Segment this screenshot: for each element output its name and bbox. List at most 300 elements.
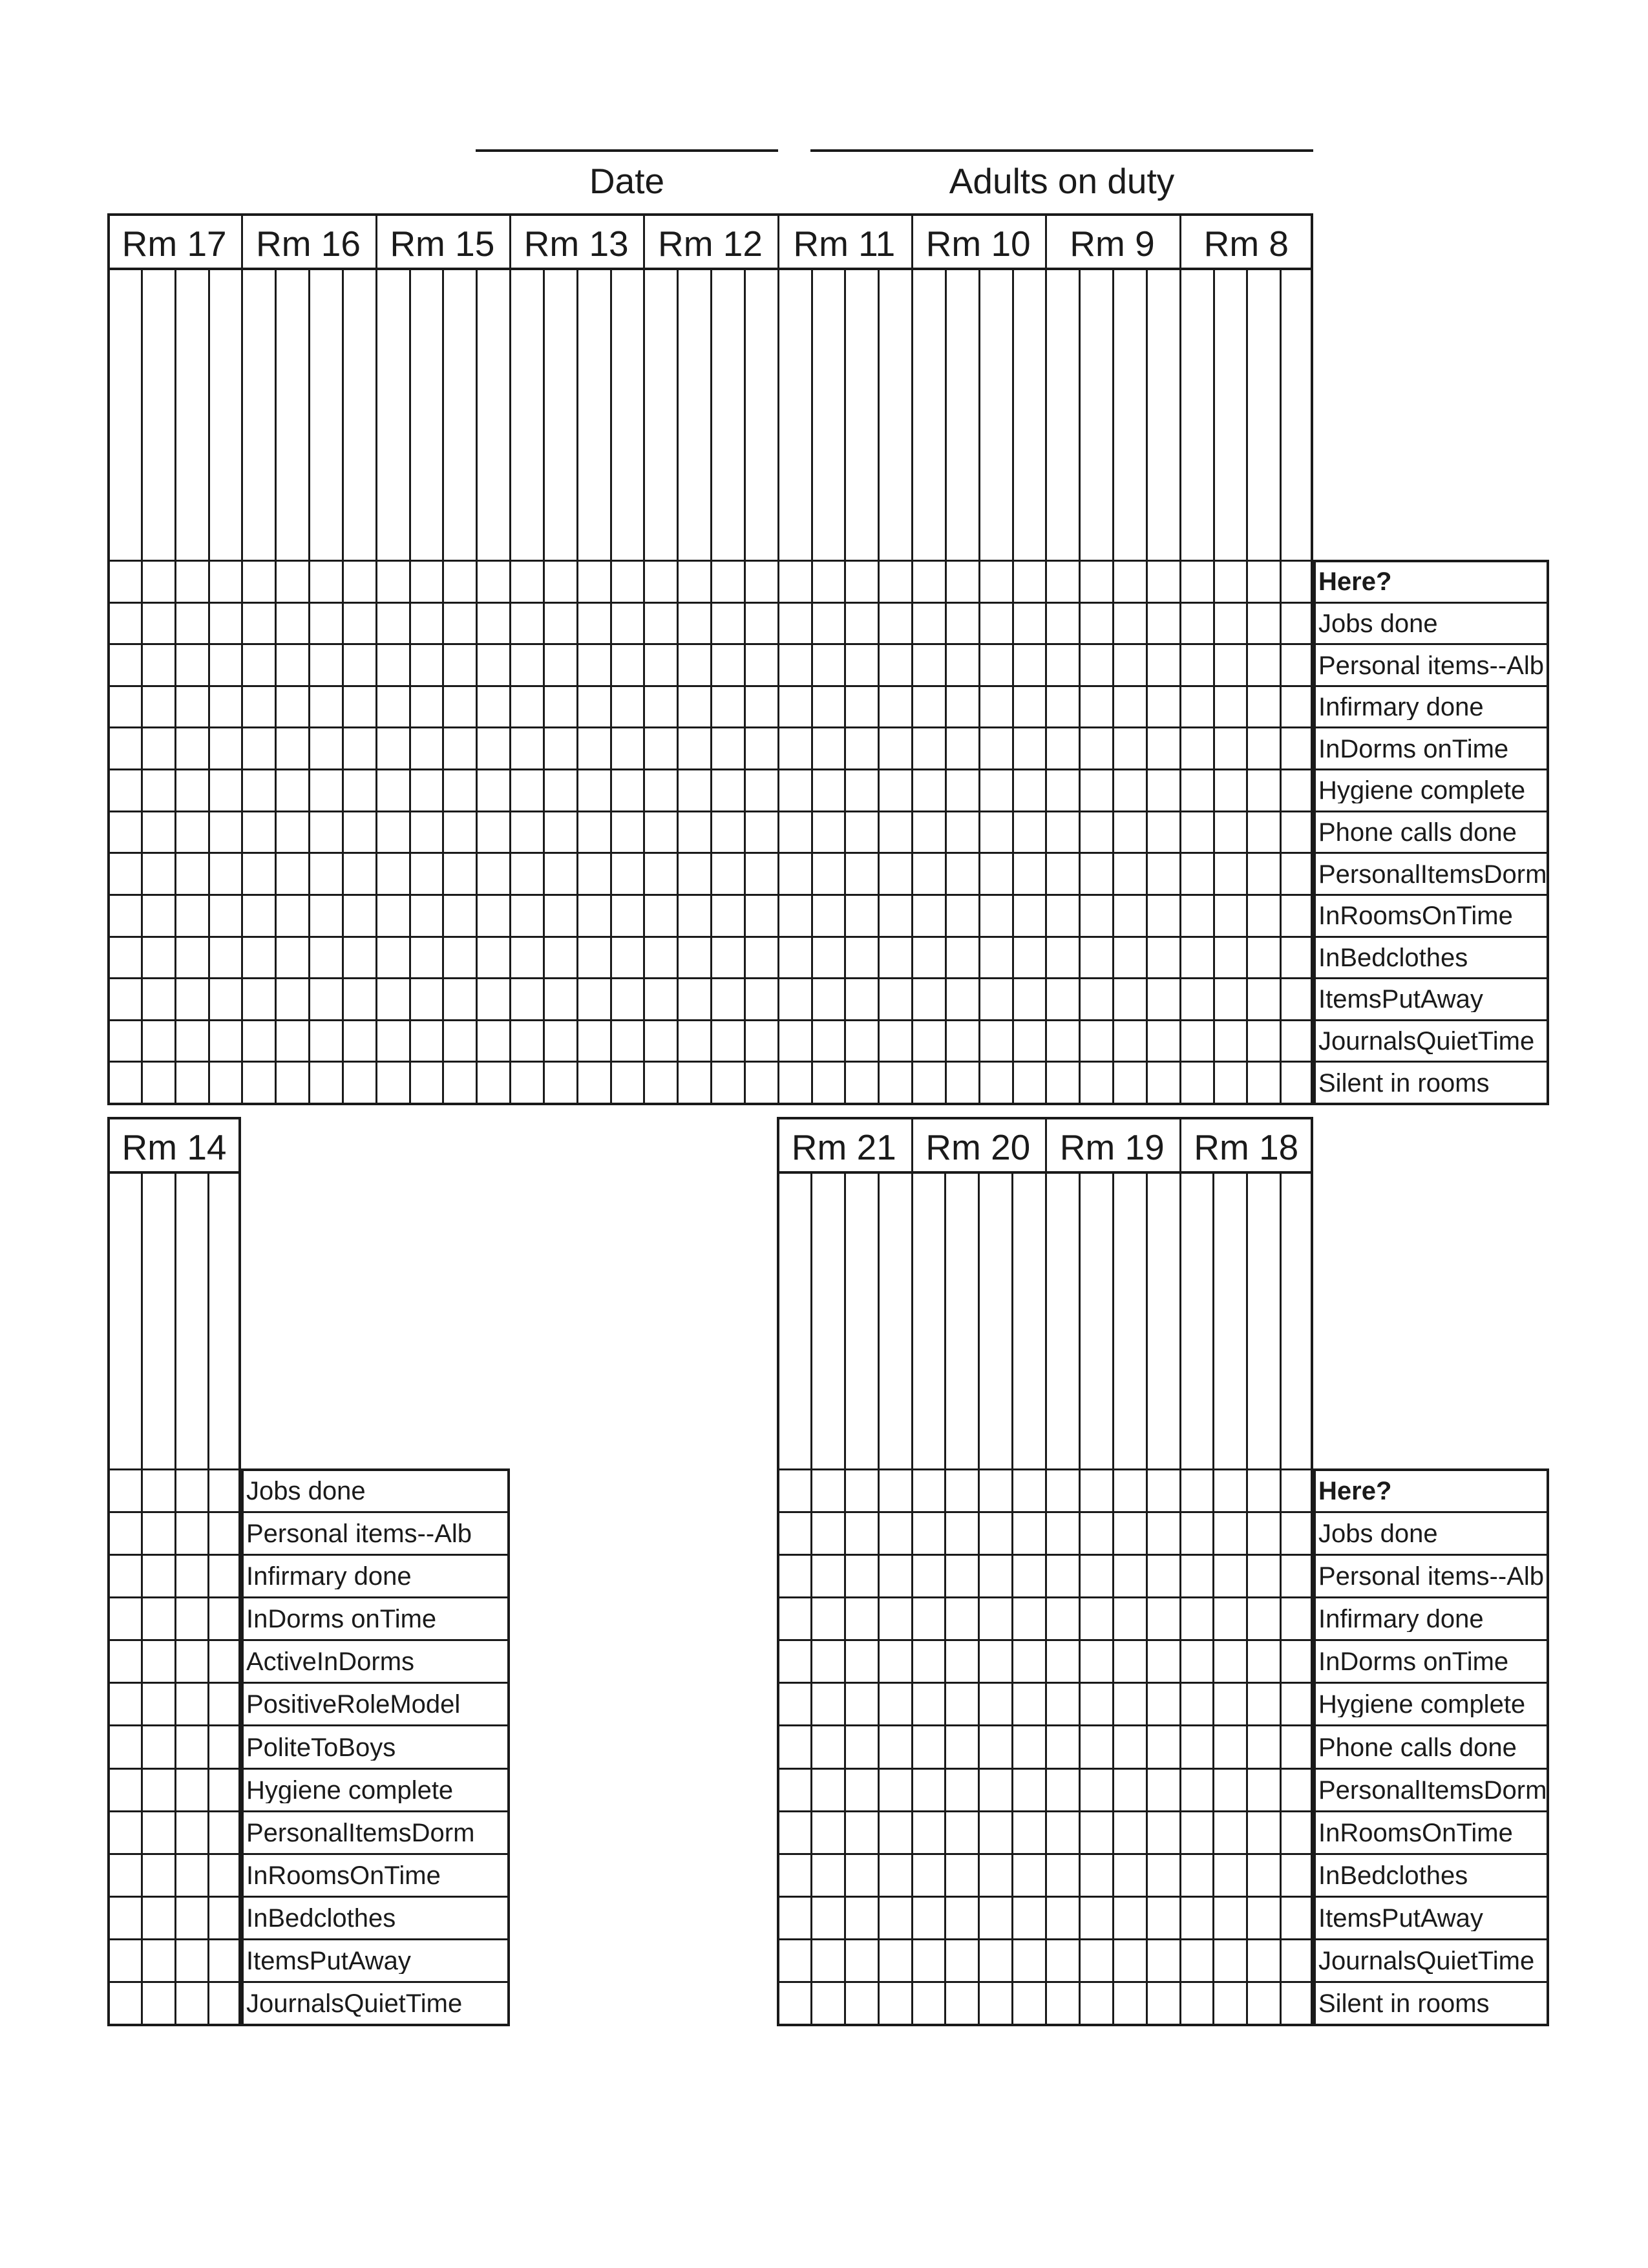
checkbox-cell[interactable] <box>1013 812 1044 851</box>
checkbox-cell[interactable] <box>913 937 944 977</box>
checkbox-cell[interactable] <box>176 1982 207 2022</box>
checkbox-cell[interactable] <box>812 644 843 684</box>
checkbox-cell[interactable] <box>879 895 910 935</box>
checkbox-cell[interactable] <box>142 1812 173 1852</box>
checkbox-cell[interactable] <box>176 979 207 1018</box>
checkbox-cell[interactable] <box>778 1683 809 1723</box>
checkbox-cell[interactable] <box>1080 1726 1111 1766</box>
checkbox-cell[interactable] <box>377 561 408 600</box>
checkbox-cell[interactable] <box>1013 1062 1044 1101</box>
checkbox-cell[interactable] <box>1214 812 1245 851</box>
checkbox-cell[interactable] <box>879 1683 910 1723</box>
checkbox-cell[interactable] <box>1013 603 1044 642</box>
checkbox-cell[interactable] <box>1247 1062 1278 1101</box>
checkbox-cell[interactable] <box>913 1021 944 1060</box>
checkbox-cell[interactable] <box>945 1940 977 1980</box>
checkbox-cell[interactable] <box>176 1512 207 1553</box>
checkbox-cell[interactable] <box>946 603 977 642</box>
checkbox-cell[interactable] <box>343 1062 374 1101</box>
checkbox-cell[interactable] <box>109 1470 140 1510</box>
checkbox-cell[interactable] <box>109 937 140 977</box>
checkbox-cell[interactable] <box>377 1021 408 1060</box>
checkbox-cell[interactable] <box>109 603 140 642</box>
checkbox-cell[interactable] <box>1147 1512 1178 1553</box>
checkbox-cell[interactable] <box>980 812 1011 851</box>
checkbox-cell[interactable] <box>1147 728 1178 767</box>
checkbox-cell[interactable] <box>945 1598 977 1638</box>
checkbox-cell[interactable] <box>1281 1940 1312 1980</box>
checkbox-cell[interactable] <box>242 979 273 1018</box>
checkbox-cell[interactable] <box>812 1512 843 1553</box>
checkbox-cell[interactable] <box>176 644 207 684</box>
checkbox-cell[interactable] <box>1114 686 1145 726</box>
checkbox-cell[interactable] <box>845 1683 876 1723</box>
checkbox-cell[interactable] <box>1080 1683 1111 1723</box>
checkbox-cell[interactable] <box>712 895 743 935</box>
checkbox-cell[interactable] <box>109 1854 140 1894</box>
checkbox-cell[interactable] <box>779 561 810 600</box>
checkbox-cell[interactable] <box>778 1555 809 1595</box>
checkbox-cell[interactable] <box>913 1982 944 2022</box>
checkbox-cell[interactable] <box>779 728 810 767</box>
checkbox-cell[interactable] <box>979 1897 1010 1937</box>
checkbox-cell[interactable] <box>1114 644 1145 684</box>
checkbox-cell[interactable] <box>778 1640 809 1680</box>
checkbox-cell[interactable] <box>913 603 944 642</box>
checkbox-cell[interactable] <box>1046 1812 1077 1852</box>
checkbox-cell[interactable] <box>879 1640 910 1680</box>
checkbox-cell[interactable] <box>443 561 474 600</box>
checkbox-cell[interactable] <box>1181 644 1212 684</box>
date-blank-line[interactable] <box>476 149 778 152</box>
checkbox-cell[interactable] <box>1181 895 1212 935</box>
checkbox-cell[interactable] <box>979 1470 1010 1510</box>
checkbox-cell[interactable] <box>1046 812 1077 851</box>
checkbox-cell[interactable] <box>678 603 709 642</box>
checkbox-cell[interactable] <box>477 686 508 726</box>
checkbox-cell[interactable] <box>176 770 207 809</box>
checkbox-cell[interactable] <box>945 1555 977 1595</box>
checkbox-cell[interactable] <box>913 1598 944 1638</box>
checkbox-cell[interactable] <box>1214 1897 1245 1937</box>
checkbox-cell[interactable] <box>511 603 542 642</box>
checkbox-cell[interactable] <box>1247 561 1278 600</box>
checkbox-cell[interactable] <box>979 1598 1010 1638</box>
checkbox-cell[interactable] <box>812 603 843 642</box>
checkbox-cell[interactable] <box>845 812 876 851</box>
checkbox-cell[interactable] <box>779 1062 810 1101</box>
checkbox-cell[interactable] <box>1013 1726 1044 1766</box>
checkbox-cell[interactable] <box>142 1021 173 1060</box>
checkbox-cell[interactable] <box>812 937 843 977</box>
checkbox-cell[interactable] <box>913 1470 944 1510</box>
checkbox-cell[interactable] <box>812 1598 843 1638</box>
checkbox-cell[interactable] <box>343 770 374 809</box>
checkbox-cell[interactable] <box>980 644 1011 684</box>
checkbox-cell[interactable] <box>611 770 642 809</box>
checkbox-cell[interactable] <box>1147 1982 1178 2022</box>
checkbox-cell[interactable] <box>745 853 776 893</box>
checkbox-cell[interactable] <box>678 1021 709 1060</box>
checkbox-cell[interactable] <box>1181 686 1212 726</box>
checkbox-cell[interactable] <box>1281 1982 1312 2022</box>
checkbox-cell[interactable] <box>209 1897 240 1937</box>
checkbox-cell[interactable] <box>980 561 1011 600</box>
checkbox-cell[interactable] <box>1114 1640 1145 1680</box>
checkbox-cell[interactable] <box>142 979 173 1018</box>
checkbox-cell[interactable] <box>1046 1726 1077 1766</box>
checkbox-cell[interactable] <box>142 1470 173 1510</box>
checkbox-cell[interactable] <box>845 937 876 977</box>
checkbox-cell[interactable] <box>1181 1726 1212 1766</box>
checkbox-cell[interactable] <box>477 979 508 1018</box>
checkbox-cell[interactable] <box>276 1062 307 1101</box>
checkbox-cell[interactable] <box>1247 1683 1278 1723</box>
checkbox-cell[interactable] <box>946 1021 977 1060</box>
checkbox-cell[interactable] <box>443 686 474 726</box>
checkbox-cell[interactable] <box>1046 1854 1077 1894</box>
checkbox-cell[interactable] <box>979 1512 1010 1553</box>
checkbox-cell[interactable] <box>343 728 374 767</box>
checkbox-cell[interactable] <box>913 1683 944 1723</box>
checkbox-cell[interactable] <box>1046 1940 1077 1980</box>
checkbox-cell[interactable] <box>879 812 910 851</box>
checkbox-cell[interactable] <box>209 937 240 977</box>
checkbox-cell[interactable] <box>1114 1897 1145 1937</box>
checkbox-cell[interactable] <box>310 603 341 642</box>
checkbox-cell[interactable] <box>410 1062 441 1101</box>
checkbox-cell[interactable] <box>979 1812 1010 1852</box>
checkbox-cell[interactable] <box>209 1769 240 1809</box>
checkbox-cell[interactable] <box>611 561 642 600</box>
checkbox-cell[interactable] <box>310 812 341 851</box>
checkbox-cell[interactable] <box>980 853 1011 893</box>
checkbox-cell[interactable] <box>1147 895 1178 935</box>
checkbox-cell[interactable] <box>1214 1470 1245 1510</box>
checkbox-cell[interactable] <box>544 812 575 851</box>
checkbox-cell[interactable] <box>1114 1512 1145 1553</box>
checkbox-cell[interactable] <box>209 770 240 809</box>
checkbox-cell[interactable] <box>310 979 341 1018</box>
checkbox-cell[interactable] <box>644 937 675 977</box>
checkbox-cell[interactable] <box>209 812 240 851</box>
checkbox-cell[interactable] <box>980 686 1011 726</box>
checkbox-cell[interactable] <box>644 686 675 726</box>
checkbox-cell[interactable] <box>745 1021 776 1060</box>
checkbox-cell[interactable] <box>1080 770 1111 809</box>
checkbox-cell[interactable] <box>109 686 140 726</box>
checkbox-cell[interactable] <box>109 1555 140 1595</box>
checkbox-cell[interactable] <box>779 853 810 893</box>
checkbox-cell[interactable] <box>745 561 776 600</box>
checkbox-cell[interactable] <box>1181 1555 1212 1595</box>
checkbox-cell[interactable] <box>477 1062 508 1101</box>
checkbox-cell[interactable] <box>778 1854 809 1894</box>
checkbox-cell[interactable] <box>945 1854 977 1894</box>
checkbox-cell[interactable] <box>845 1897 876 1937</box>
checkbox-cell[interactable] <box>779 1021 810 1060</box>
checkbox-cell[interactable] <box>511 1021 542 1060</box>
checkbox-cell[interactable] <box>1013 1021 1044 1060</box>
checkbox-cell[interactable] <box>1080 1021 1111 1060</box>
checkbox-cell[interactable] <box>945 1812 977 1852</box>
checkbox-cell[interactable] <box>712 812 743 851</box>
checkbox-cell[interactable] <box>1080 812 1111 851</box>
checkbox-cell[interactable] <box>879 1812 910 1852</box>
checkbox-cell[interactable] <box>1181 561 1212 600</box>
checkbox-cell[interactable] <box>1214 1021 1245 1060</box>
checkbox-cell[interactable] <box>879 1470 910 1510</box>
checkbox-cell[interactable] <box>1281 1769 1312 1809</box>
checkbox-cell[interactable] <box>1080 1470 1111 1510</box>
checkbox-cell[interactable] <box>1247 1854 1278 1894</box>
checkbox-cell[interactable] <box>1247 1982 1278 2022</box>
checkbox-cell[interactable] <box>109 1726 140 1766</box>
checkbox-cell[interactable] <box>1281 770 1312 809</box>
checkbox-cell[interactable] <box>1147 1598 1178 1638</box>
checkbox-cell[interactable] <box>443 1021 474 1060</box>
checkbox-cell[interactable] <box>1281 728 1312 767</box>
checkbox-cell[interactable] <box>845 1512 876 1553</box>
checkbox-cell[interactable] <box>946 937 977 977</box>
checkbox-cell[interactable] <box>544 1062 575 1101</box>
checkbox-cell[interactable] <box>1114 1812 1145 1852</box>
checkbox-cell[interactable] <box>1281 1555 1312 1595</box>
checkbox-cell[interactable] <box>1013 1640 1044 1680</box>
checkbox-cell[interactable] <box>712 937 743 977</box>
checkbox-cell[interactable] <box>176 1555 207 1595</box>
checkbox-cell[interactable] <box>410 812 441 851</box>
checkbox-cell[interactable] <box>1147 812 1178 851</box>
checkbox-cell[interactable] <box>812 979 843 1018</box>
checkbox-cell[interactable] <box>712 853 743 893</box>
checkbox-cell[interactable] <box>142 1982 173 2022</box>
checkbox-cell[interactable] <box>276 853 307 893</box>
checkbox-cell[interactable] <box>343 937 374 977</box>
checkbox-cell[interactable] <box>1247 686 1278 726</box>
checkbox-cell[interactable] <box>1114 770 1145 809</box>
checkbox-cell[interactable] <box>1080 895 1111 935</box>
checkbox-cell[interactable] <box>1281 853 1312 893</box>
checkbox-cell[interactable] <box>1247 1940 1278 1980</box>
checkbox-cell[interactable] <box>109 728 140 767</box>
checkbox-cell[interactable] <box>1147 1062 1178 1101</box>
checkbox-cell[interactable] <box>1147 1683 1178 1723</box>
checkbox-cell[interactable] <box>1181 1640 1212 1680</box>
checkbox-cell[interactable] <box>544 686 575 726</box>
checkbox-cell[interactable] <box>276 728 307 767</box>
checkbox-cell[interactable] <box>276 561 307 600</box>
checkbox-cell[interactable] <box>377 937 408 977</box>
checkbox-cell[interactable] <box>109 1512 140 1553</box>
checkbox-cell[interactable] <box>1247 1512 1278 1553</box>
checkbox-cell[interactable] <box>879 644 910 684</box>
checkbox-cell[interactable] <box>142 1897 173 1937</box>
checkbox-cell[interactable] <box>209 1640 240 1680</box>
checkbox-cell[interactable] <box>913 1897 944 1937</box>
checkbox-cell[interactable] <box>109 1062 140 1101</box>
checkbox-cell[interactable] <box>176 1640 207 1680</box>
checkbox-cell[interactable] <box>1247 1555 1278 1595</box>
checkbox-cell[interactable] <box>1013 1598 1044 1638</box>
checkbox-cell[interactable] <box>745 1062 776 1101</box>
checkbox-cell[interactable] <box>611 686 642 726</box>
checkbox-cell[interactable] <box>1281 1512 1312 1553</box>
checkbox-cell[interactable] <box>310 770 341 809</box>
checkbox-cell[interactable] <box>879 1512 910 1553</box>
checkbox-cell[interactable] <box>477 644 508 684</box>
checkbox-cell[interactable] <box>845 1769 876 1809</box>
checkbox-cell[interactable] <box>109 1812 140 1852</box>
checkbox-cell[interactable] <box>980 603 1011 642</box>
checkbox-cell[interactable] <box>1046 1062 1077 1101</box>
checkbox-cell[interactable] <box>1013 1555 1044 1595</box>
checkbox-cell[interactable] <box>1147 853 1178 893</box>
checkbox-cell[interactable] <box>109 1683 140 1723</box>
checkbox-cell[interactable] <box>142 1640 173 1680</box>
checkbox-cell[interactable] <box>1214 686 1245 726</box>
checkbox-cell[interactable] <box>946 686 977 726</box>
checkbox-cell[interactable] <box>242 1062 273 1101</box>
checkbox-cell[interactable] <box>845 1470 876 1510</box>
checkbox-cell[interactable] <box>812 1940 843 1980</box>
checkbox-cell[interactable] <box>778 1512 809 1553</box>
checkbox-cell[interactable] <box>276 812 307 851</box>
checkbox-cell[interactable] <box>1046 1683 1077 1723</box>
checkbox-cell[interactable] <box>209 603 240 642</box>
checkbox-cell[interactable] <box>979 1726 1010 1766</box>
checkbox-cell[interactable] <box>142 603 173 642</box>
checkbox-cell[interactable] <box>1147 561 1178 600</box>
checkbox-cell[interactable] <box>913 812 944 851</box>
checkbox-cell[interactable] <box>142 1854 173 1894</box>
checkbox-cell[interactable] <box>1147 770 1178 809</box>
checkbox-cell[interactable] <box>477 937 508 977</box>
checkbox-cell[interactable] <box>812 1726 843 1766</box>
checkbox-cell[interactable] <box>1080 1062 1111 1101</box>
checkbox-cell[interactable] <box>410 603 441 642</box>
checkbox-cell[interactable] <box>1080 1512 1111 1553</box>
checkbox-cell[interactable] <box>109 770 140 809</box>
checkbox-cell[interactable] <box>1147 1640 1178 1680</box>
checkbox-cell[interactable] <box>477 853 508 893</box>
checkbox-cell[interactable] <box>980 895 1011 935</box>
checkbox-cell[interactable] <box>578 644 609 684</box>
checkbox-cell[interactable] <box>109 812 140 851</box>
checkbox-cell[interactable] <box>276 937 307 977</box>
checkbox-cell[interactable] <box>712 561 743 600</box>
checkbox-cell[interactable] <box>1114 812 1145 851</box>
checkbox-cell[interactable] <box>879 1598 910 1638</box>
checkbox-cell[interactable] <box>1214 1555 1245 1595</box>
checkbox-cell[interactable] <box>310 1021 341 1060</box>
checkbox-cell[interactable] <box>1046 1982 1077 2022</box>
checkbox-cell[interactable] <box>879 1769 910 1809</box>
checkbox-cell[interactable] <box>1281 1598 1312 1638</box>
checkbox-cell[interactable] <box>644 979 675 1018</box>
checkbox-cell[interactable] <box>242 603 273 642</box>
checkbox-cell[interactable] <box>778 1769 809 1809</box>
checkbox-cell[interactable] <box>812 1683 843 1723</box>
checkbox-cell[interactable] <box>1080 1555 1111 1595</box>
checkbox-cell[interactable] <box>1080 979 1111 1018</box>
checkbox-cell[interactable] <box>1080 561 1111 600</box>
checkbox-cell[interactable] <box>1247 812 1278 851</box>
checkbox-cell[interactable] <box>310 853 341 893</box>
checkbox-cell[interactable] <box>1214 895 1245 935</box>
checkbox-cell[interactable] <box>644 1062 675 1101</box>
checkbox-cell[interactable] <box>276 979 307 1018</box>
checkbox-cell[interactable] <box>142 1062 173 1101</box>
checkbox-cell[interactable] <box>1181 1021 1212 1060</box>
checkbox-cell[interactable] <box>1013 728 1044 767</box>
checkbox-cell[interactable] <box>176 1470 207 1510</box>
checkbox-cell[interactable] <box>142 895 173 935</box>
checkbox-cell[interactable] <box>1046 895 1077 935</box>
checkbox-cell[interactable] <box>913 1512 944 1553</box>
checkbox-cell[interactable] <box>1247 770 1278 809</box>
checkbox-cell[interactable] <box>845 770 876 809</box>
checkbox-cell[interactable] <box>812 1854 843 1894</box>
checkbox-cell[interactable] <box>176 853 207 893</box>
checkbox-cell[interactable] <box>745 812 776 851</box>
checkbox-cell[interactable] <box>1013 1854 1044 1894</box>
checkbox-cell[interactable] <box>979 1640 1010 1680</box>
checkbox-cell[interactable] <box>410 853 441 893</box>
checkbox-cell[interactable] <box>644 603 675 642</box>
checkbox-cell[interactable] <box>511 561 542 600</box>
checkbox-cell[interactable] <box>1247 937 1278 977</box>
checkbox-cell[interactable] <box>1214 1726 1245 1766</box>
checkbox-cell[interactable] <box>1013 1940 1044 1980</box>
checkbox-cell[interactable] <box>1214 770 1245 809</box>
checkbox-cell[interactable] <box>142 1769 173 1809</box>
checkbox-cell[interactable] <box>779 979 810 1018</box>
checkbox-cell[interactable] <box>980 728 1011 767</box>
checkbox-cell[interactable] <box>845 1982 876 2022</box>
checkbox-cell[interactable] <box>1281 1640 1312 1680</box>
checkbox-cell[interactable] <box>611 728 642 767</box>
checkbox-cell[interactable] <box>310 728 341 767</box>
checkbox-cell[interactable] <box>1080 1982 1111 2022</box>
checkbox-cell[interactable] <box>1181 1812 1212 1852</box>
checkbox-cell[interactable] <box>611 603 642 642</box>
checkbox-cell[interactable] <box>979 1555 1010 1595</box>
checkbox-cell[interactable] <box>1281 603 1312 642</box>
checkbox-cell[interactable] <box>611 644 642 684</box>
checkbox-cell[interactable] <box>1046 603 1077 642</box>
checkbox-cell[interactable] <box>276 895 307 935</box>
checkbox-cell[interactable] <box>845 644 876 684</box>
checkbox-cell[interactable] <box>678 1062 709 1101</box>
checkbox-cell[interactable] <box>845 979 876 1018</box>
checkbox-cell[interactable] <box>1046 1769 1077 1809</box>
checkbox-cell[interactable] <box>1147 1812 1178 1852</box>
checkbox-cell[interactable] <box>644 895 675 935</box>
checkbox-cell[interactable] <box>745 603 776 642</box>
checkbox-cell[interactable] <box>1114 1726 1145 1766</box>
checkbox-cell[interactable] <box>1181 770 1212 809</box>
checkbox-cell[interactable] <box>578 686 609 726</box>
checkbox-cell[interactable] <box>242 895 273 935</box>
checkbox-cell[interactable] <box>310 644 341 684</box>
checkbox-cell[interactable] <box>176 1726 207 1766</box>
checkbox-cell[interactable] <box>812 1982 843 2022</box>
checkbox-cell[interactable] <box>945 1897 977 1937</box>
checkbox-cell[interactable] <box>176 603 207 642</box>
checkbox-cell[interactable] <box>611 979 642 1018</box>
checkbox-cell[interactable] <box>578 937 609 977</box>
